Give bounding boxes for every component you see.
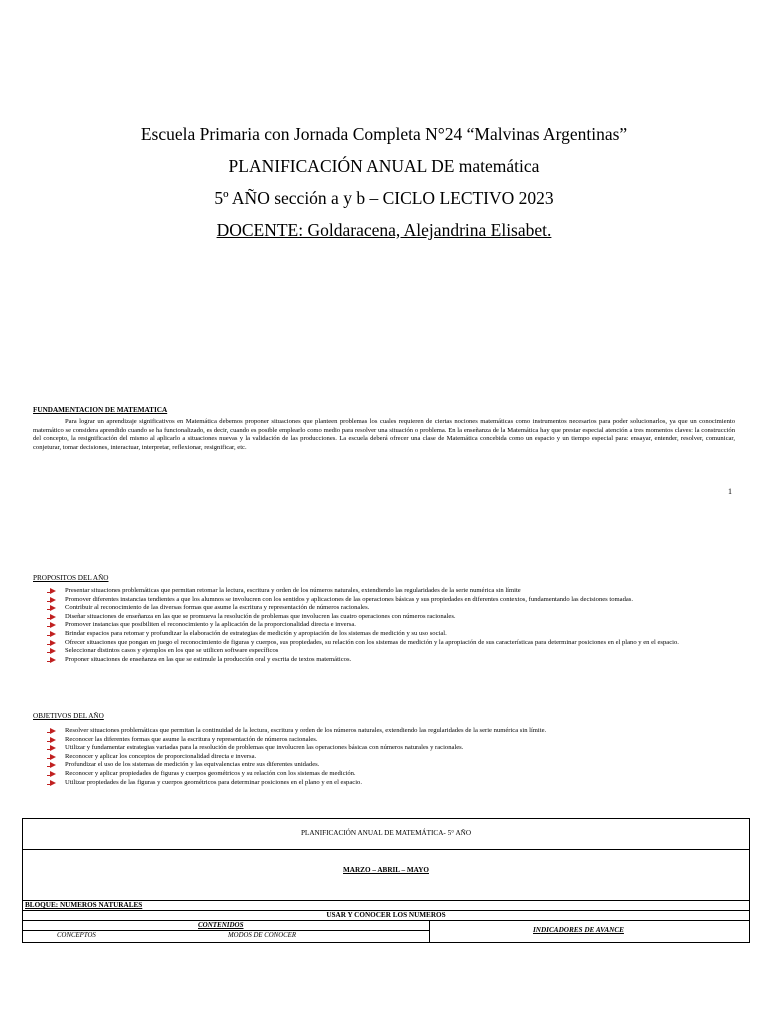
arrow-bullet-icon: [50, 762, 56, 768]
propositos-item: [50, 604, 736, 613]
eje-label: USAR Y CONOCER LOS NUMEROS: [326, 911, 446, 919]
arrow-bullet-icon: [50, 745, 56, 751]
arrow-bullet-icon: [50, 588, 56, 594]
objetivos-item-text: Reconocer las diferentes formas que asume la escritura y representación de números racionales.: [65, 735, 318, 743]
objetivos-list: [50, 727, 736, 787]
arrow-bullet-icon: [50, 780, 56, 786]
arrow-bullet-icon: [50, 728, 56, 734]
objetivos-item-text: Reconocer y aplicar los conceptos de proporcionalidad directa e inversa.: [65, 752, 257, 760]
arrow-bullet-icon: [50, 754, 56, 760]
propositos-item: [50, 639, 736, 648]
propositos-item-text: Brindar espacios para retomar y profundizar la elaboración de estrategias de medición y apropiación de los sistemas de medición y su uso social.: [65, 629, 447, 637]
propositos-item-text: Presentar situaciones problemáticas que permitan retomar la lectura, escritura y orden de los números naturales, extendiendo las regularidades de la serie numérica sin límite: [65, 587, 521, 594]
propositos-item: [50, 587, 736, 596]
fundamentacion-title: FUNDAMENTACION DE MATEMATICA: [33, 406, 168, 414]
plan-title: PLANIFICACIÓN ANUAL DE matemática: [228, 156, 540, 176]
propositos-item-text: Ofrecer situaciones que pongan en juego el reconocimiento de figuras y cuerpos, sus propiedades, su relación con los sistemas de medición y la apropiación de sus características para determinar posiciones en el plano y en el espacio.: [65, 638, 679, 646]
school-name: Escuela Primaria con Jornada Completa N°24 “Malvinas Argentinas”: [140, 124, 628, 144]
objetivos-item: [50, 744, 736, 753]
arrow-bullet-icon: [50, 640, 56, 646]
table-divider: [23, 930, 429, 931]
propositos-item: [50, 621, 736, 630]
propositos-title: PROPOSITOS DEL AÑO: [33, 574, 109, 582]
propositos-item-text: Promover diferentes instancias tendientes a que los alumnos se involucren con los sentidos y aplicaciones de las operaciones básicas y sus propiedades en diferentes contextos, fundamentando las decisiones tomadas.: [65, 595, 634, 603]
objetivos-item: [50, 761, 736, 770]
table-divider: [23, 920, 749, 921]
objetivos-item-text: Profundizar el uso de los sistemas de medición y las equivalencias entre sus diferentes unidades.: [65, 761, 320, 769]
propositos-item: [50, 613, 736, 622]
objetivos-item: [50, 770, 736, 779]
arrow-bullet-icon: [50, 737, 56, 743]
contenidos-header: CONTENIDOS: [198, 921, 244, 929]
propositos-item: [50, 647, 736, 656]
arrow-bullet-icon: [50, 648, 56, 654]
arrow-bullet-icon: [50, 657, 56, 663]
propositos-item-text: Contribuir al reconocimiento de las diversas formas que asume la escritura y representación de números racionales.: [65, 604, 370, 612]
arrow-bullet-icon: [50, 605, 56, 611]
arrow-bullet-icon: [50, 622, 56, 628]
propositos-item-text: Seleccionar distintos casos y ejemplos en los que se utilicen software específicos: [65, 647, 279, 655]
plan-table: [22, 818, 750, 943]
objetivos-title: OBJETIVOS DEL AÑO: [33, 712, 104, 720]
objetivos-item: [50, 779, 736, 788]
teacher-name: DOCENTE: Goldaracena, Alejandrina Elisabet.: [216, 220, 552, 240]
objetivos-item-text: Reconocer y aplicar propiedades de figuras y cuerpos geométricos y su relación con los sistemas de medición.: [65, 769, 356, 777]
objetivos-item: [50, 736, 736, 745]
arrow-bullet-icon: [50, 597, 56, 603]
grade-cycle: 5º AÑO sección a y b – CICLO LECTIVO 2023: [214, 188, 554, 208]
fundamentacion-text: Para lograr un aprendizaje significativos en Matemática debemos proponer situaciones que planteen problemas los cuales requieren de ciertas nociones matemáticas como instrumentos necesarios para poder solucionarlos, ya que un conocimiento matemático se considera aprendido cuando se ha funcionalizado, es decir, cuando es posible emplearlo como medio para resolver una situación o problema. En la enseñanza de la Matemática hay que prestar especial atención a tres momentos claves: la construcción del concepto, la resignificación del mismo al aplicarlo a situaciones nuevas y la validación de las producciones. La escuela deberá ofrecer una clase de Matemática concebida como un espacio y un tiempo especial para: ensayar, entender, resolver, comunicar, conjeturar, tomar decisiones, interactuar, interpretar, reflexionar, resignificar, etc.: [33, 418, 735, 451]
propositos-item: [50, 656, 736, 665]
bloque-label: BLOQUE: NUMEROS NATURALES: [25, 901, 143, 909]
propositos-item: [50, 596, 736, 605]
arrow-bullet-icon: [50, 771, 56, 777]
plan-table-title: PLANIFICACIÓN ANUAL DE MATEMÁTICA- 5° AÑO: [300, 829, 472, 837]
propositos-item: [50, 630, 736, 639]
objetivos-item-text: Utilizar propiedades de las figuras y cuerpos geométricos para determinar posiciones en el plano y en el espacio.: [65, 778, 362, 786]
propositos-list: [50, 587, 736, 664]
document-header: [0, 122, 768, 250]
arrow-bullet-icon: [50, 614, 56, 620]
column-divider: [429, 920, 430, 942]
table-divider: [23, 849, 749, 850]
propositos-item-text: Proponer situaciones de enseñanza en las que se estimule la producción oral y escrita de textos matemáticos.: [65, 655, 352, 663]
objetivos-item: [50, 753, 736, 762]
objetivos-item: [50, 727, 736, 736]
fundamentacion-body: [33, 418, 735, 452]
plan-months: MARZO – ABRIL – MAYO: [343, 866, 429, 874]
objetivos-item-text: Resolver situaciones problemáticas que permitan la continuidad de la lectura, escritura y orden de los números naturales, extendiendo las regularidades de la serie numérica sin límite.: [65, 727, 547, 734]
arrow-bullet-icon: [50, 631, 56, 637]
page-number: 1: [728, 487, 732, 496]
conceptos-header: CONCEPTOS: [57, 932, 96, 939]
modos-header: MODOS DE CONOCER: [228, 932, 296, 939]
indicadores-header: INDICADORES DE AVANCE: [533, 926, 624, 934]
objetivos-item-text: Utilizar y fundamentar estrategias variadas para la resolución de problemas que involucren las operaciones básicas con números naturales y racionales.: [65, 744, 464, 752]
propositos-item-text: Diseñar situaciones de enseñanza en las que se promueva la resolución de problemas que involucren las cuatro operaciones con números racionales.: [65, 612, 456, 620]
propositos-item-text: Promover instancias que posibiliten el reconocimiento y la aplicación de la proporcionalidad directa e inversa.: [65, 621, 356, 629]
